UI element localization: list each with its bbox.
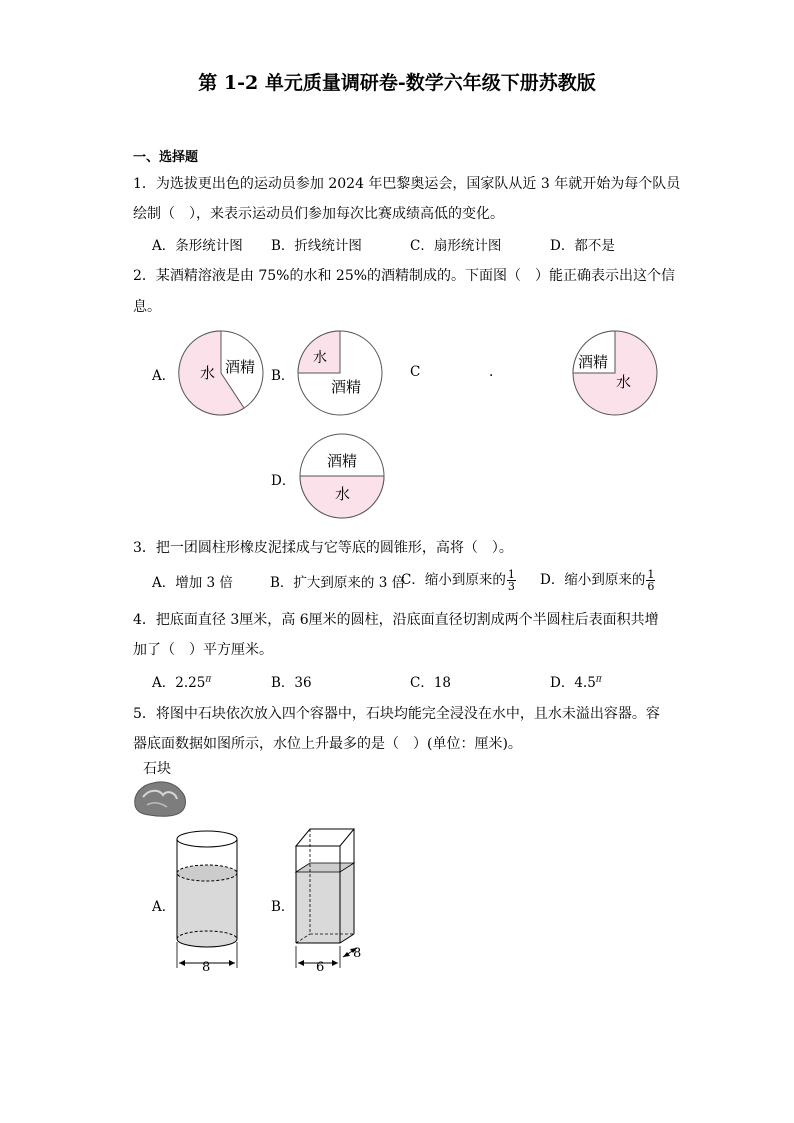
question-2-line-2: 息。: [133, 299, 161, 315]
q5-a-diameter: 8: [202, 960, 211, 975]
q4-option-b[interactable]: B．36: [271, 675, 312, 691]
q2-option-d-label[interactable]: D．: [271, 473, 296, 489]
question-1-line-2: 绘制（ ），来表示运动员们参加每次比赛成绩高低的变化。: [133, 206, 504, 222]
q3-option-d-text: D．缩小到原来的: [540, 572, 646, 588]
question-5-line-2: 器底面数据如图所示，水位上升最多的是（ ）(单位：厘米)。: [133, 736, 522, 752]
q4-option-d[interactable]: D．$4.5^\pi$: [550, 674, 602, 691]
q3-fraction-one-sixth: $\frac{1}{6}$: [647, 568, 655, 593]
question-4-line-2: 加了（ ）平方厘米。: [133, 642, 273, 658]
pie-b-alcohol-label: 酒精: [331, 378, 362, 396]
q5-option-a-label[interactable]: A．: [152, 899, 176, 915]
section-heading: 一、选择题: [133, 150, 199, 165]
q5-cylinder-container[interactable]: [172, 826, 244, 974]
q3-option-d[interactable]: [540, 568, 655, 592]
question-3-line-1: 3．把一团圆柱形橡皮泥揉成与它等底的圆锥形，高将（ ）。: [133, 540, 513, 556]
q1-option-c[interactable]: C．扇形统计图: [410, 238, 502, 254]
q3-option-b[interactable]: B．扩大到原来的 3 倍: [270, 575, 406, 591]
q2-option-b-label[interactable]: B．: [271, 368, 295, 384]
q5-b-depth: 8: [353, 946, 362, 961]
q2-pie-b[interactable]: [297, 330, 383, 416]
page-title: 第 1-2 单元质量调研卷-数学六年级下册苏教版: [198, 72, 596, 94]
pie-d-alcohol-label: 酒精: [327, 452, 358, 470]
stone-label: 石块: [143, 761, 171, 777]
q3-option-c[interactable]: [401, 568, 516, 592]
q2-option-c-label[interactable]: C: [410, 364, 421, 380]
pie-a-water-label: 水: [200, 364, 216, 382]
pie-b-water-label: 水: [313, 350, 327, 366]
question-5-line-1: 5．将图中石块依次放入四个容器中，石块均能完全浸没在水中，且水未溢出容器。容: [133, 706, 660, 722]
q2-pie-a[interactable]: [178, 330, 264, 416]
q2-pie-d[interactable]: [299, 433, 385, 519]
pie-d-water-label: 水: [335, 485, 351, 503]
q2-option-a-label[interactable]: A．: [152, 368, 176, 384]
pie-c-water-label: 水: [616, 373, 632, 391]
q1-option-b[interactable]: B．折线统计图: [271, 238, 362, 254]
q3-option-c-text: C．缩小到原来的: [401, 572, 506, 588]
pie-c-alcohol-label: 酒精: [578, 353, 609, 371]
q5-option-b-label[interactable]: B．: [271, 899, 295, 915]
stone-image: [131, 777, 189, 819]
question-2-line-1: 2．某酒精溶液是由 75%的水和 25%的酒精制成的。下面图（ ）能正确表示出这个信: [133, 268, 676, 284]
q1-option-a[interactable]: A．条形统计图: [152, 238, 243, 254]
question-1-line-1: 1．为选拔更出色的运动员参加 2024 年巴黎奥运会，国家队从近 3 年就开始为每个队员: [133, 176, 681, 192]
q3-option-a[interactable]: A．增加 3 倍: [152, 575, 233, 591]
q2-option-c-dot: .: [489, 364, 494, 380]
q3-fraction-one-third: $\frac{1}{3}$: [507, 568, 515, 593]
pie-a-alcohol-label: 酒精: [225, 358, 256, 376]
q1-option-d[interactable]: D．都不是: [550, 238, 615, 254]
q5-b-width: 6: [316, 960, 325, 975]
q4-option-c[interactable]: C．18: [410, 675, 452, 691]
q2-pie-c[interactable]: [572, 330, 658, 416]
q4-option-a[interactable]: A．$2.25^\pi$: [152, 674, 212, 691]
question-4-line-1: 4．把底面直径 3厘米，高 6厘米的圆柱，沿底面直径切割成两个半圆柱后表面积共增: [133, 612, 659, 628]
